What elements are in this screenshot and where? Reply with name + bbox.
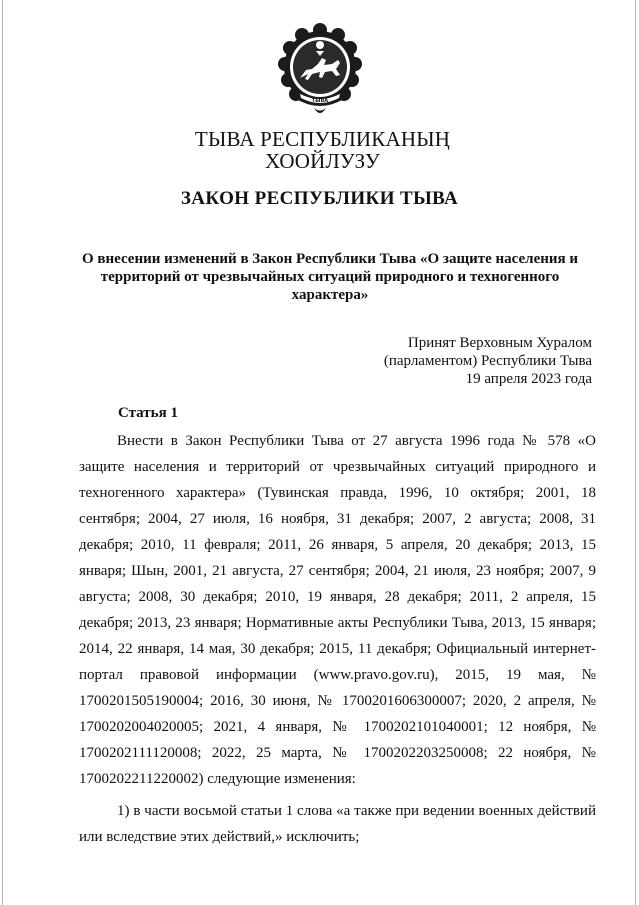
article-paragraph-1: Внести в Закон Республики Тыва от 27 августа 1996 года № 578 «О защите населения и территорий от чрезвычайных ситуаций природного и техногенного характера» (Тувинская правда, 1996, 10 октября; 2001, 18 сентября; 2004, 27 июля, 16 ноября, 31 декабря; 2007, 2 августа; 2008, 31 декабря; 2010, 11 февраля; 2011, 26 января, 5 апреля, 20 декабря; 2013, 15 января; Шын, 2001, 21 августа, 27 сентября; 2004, 21 июля, 23 ноября; 2007, 9 августа; 2008, 30 декабря; 2010, 19 января, 28 декабря; 2011, 2 апреля, 15 декабря; 2013, 23 января; Нормативные акты Республики Тыва, 2013, 15 января; 2014, 22 января, 14 мая, 30 декабря; 2015, 11 декабря; Официальный интернет-портал правовой информации (www.pravo.gov.ru), 2015, 19 мая, № 1700201505190004; 2016, 30 июня, № 1700201606300007; 2020, 2 апреля, № 1700202004020005; 2021, 4 января, № 1700202101040001; 12 ноября, № 1700202111120008; 2022, 25 марта, № 1700202203250008; 22 ноября, № 1700202211220002) следующие изменения:: [79, 433, 596, 787]
article-paragraph-2: 1) в части восьмой статьи 1 слова «а также при ведении военных действий или вследствие этих действий,» исключить;: [79, 803, 596, 845]
adoption-date: 19 апреля 2023 года: [465, 371, 592, 387]
adoption-block: [384, 334, 592, 388]
law-title: ЗАКОН РЕСПУБЛИКИ ТЫВА: [180, 188, 459, 209]
republic-name-line2: ХООЙЛУЗУ: [265, 149, 380, 173]
article-heading: Статья 1: [118, 405, 178, 421]
adoption-line2: (парламентом) Республики Тыва: [383, 353, 592, 369]
republic-name: [0, 128, 639, 172]
emblem-caption: ТЫВА: [311, 98, 329, 104]
law-subject: О внесении изменений в Закон Республики Тыва «О защите населения и территорий от чрезвычайных ситуаций природного и техногенного характера»: [81, 251, 579, 303]
tuva-coat-of-arms-icon: [276, 20, 364, 120]
republic-name-line1: ТЫВА РЕСПУБЛИКАНЫҢ: [194, 127, 451, 151]
article-body: [79, 428, 596, 850]
adoption-line1: Принят Верховным Хуралом: [407, 335, 592, 351]
